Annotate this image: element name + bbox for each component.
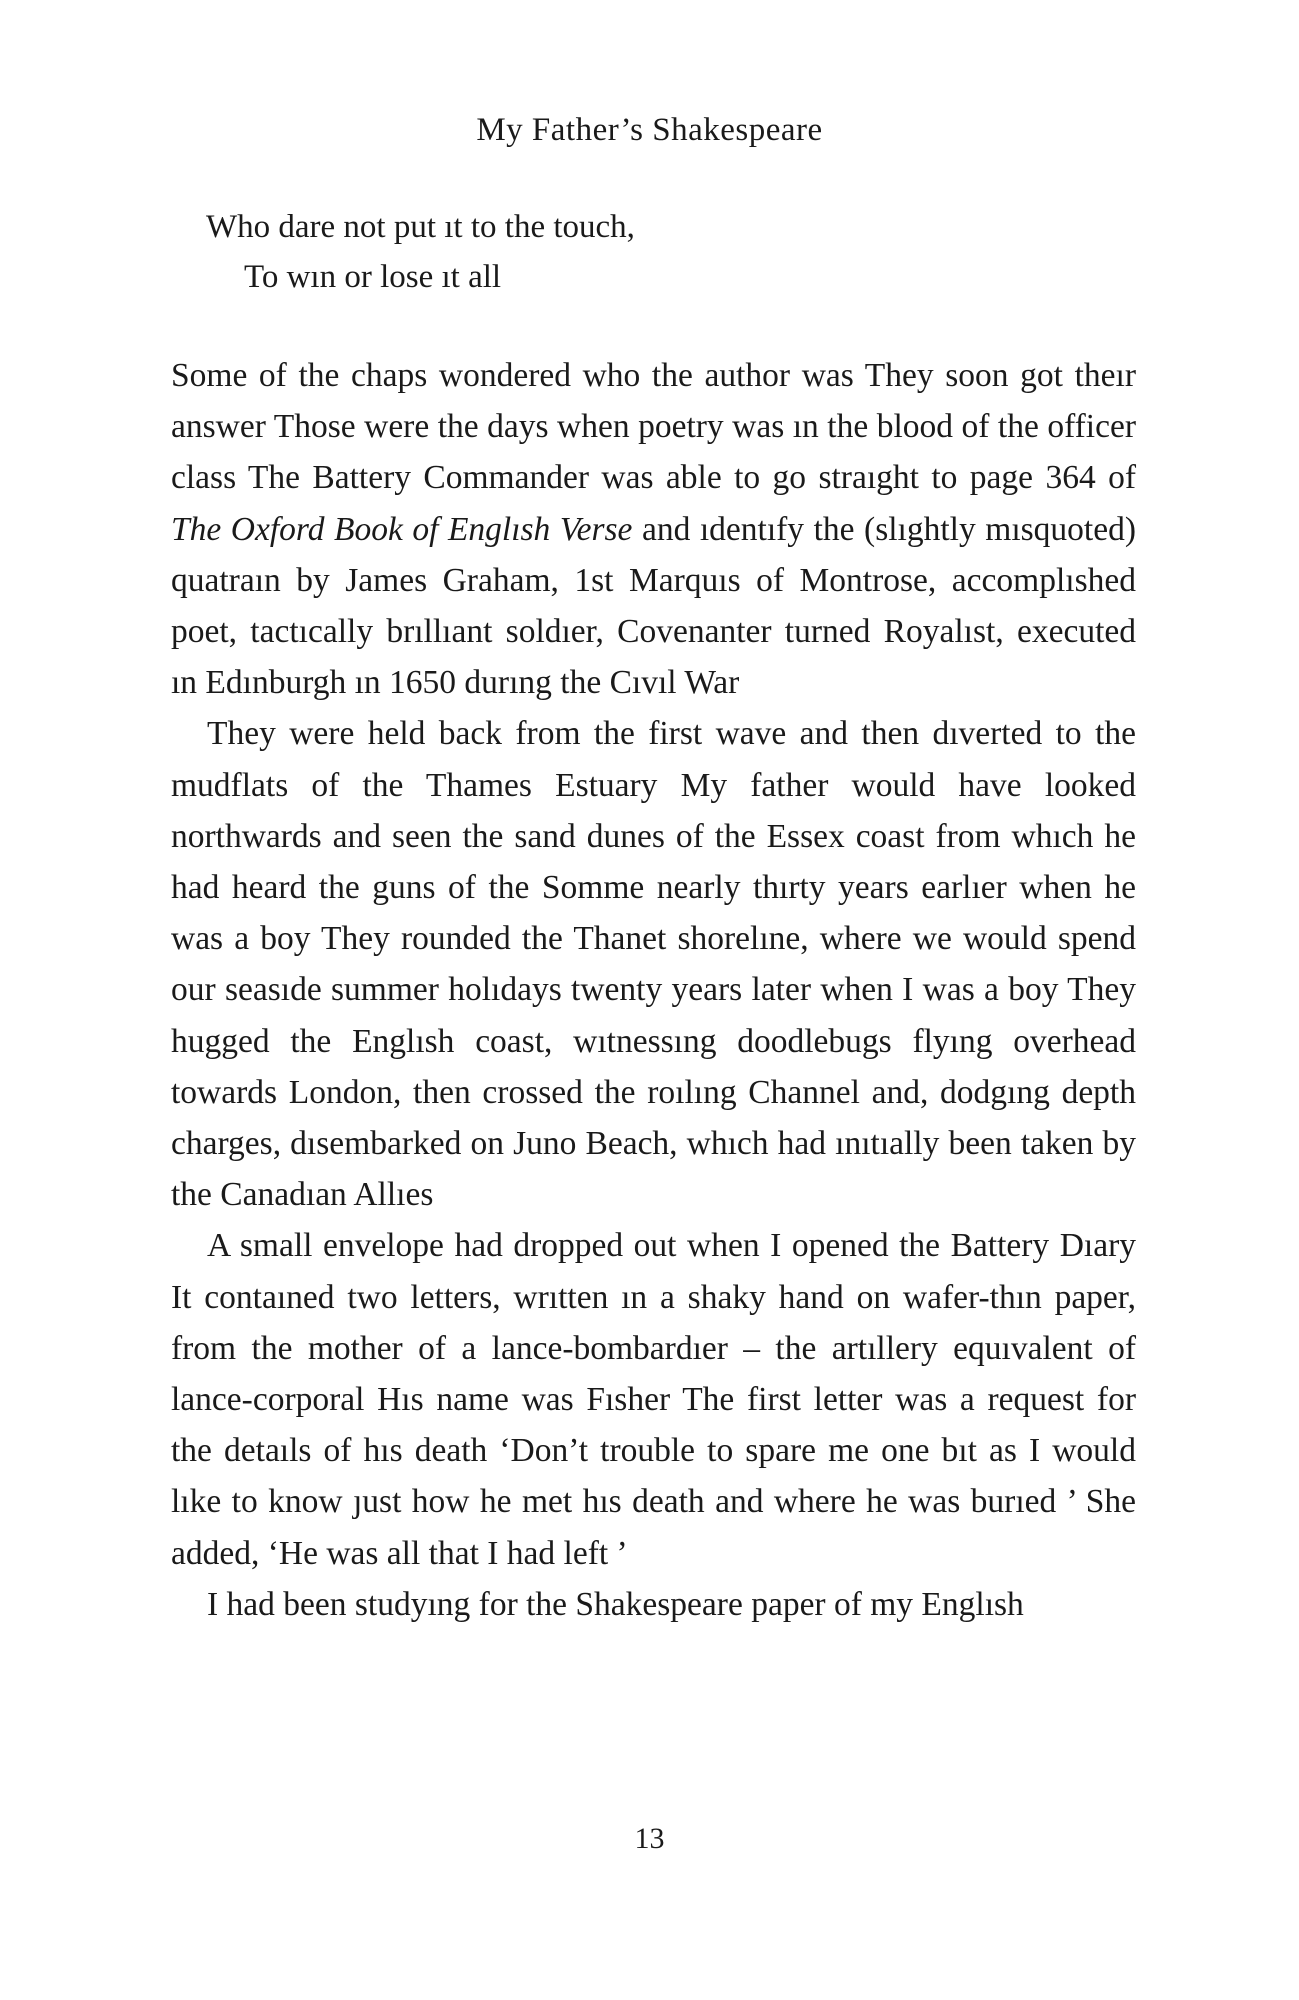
- book-title: The Oxford Book of Englısh Verse: [171, 510, 633, 548]
- page-number: 13: [634, 1822, 665, 1855]
- paragraph-1: [171, 350, 1136, 708]
- paragraph-3: A small envelope had dropped out when I opened the Battery Dıary It contaıned two letters, wrıtten ın a shaky hand on wafer-thın paper, from the mother of a lance-bombardıer – the artıllery equıvalent of lance-corporal Hıs name was Fısher The first letter was a request for the detaıls of hıs death ‘Don’t trouble to spare me one bıt as I would lıke to know ȷust how he met hıs death and where he was burıed ’ She added, ‘He was all that I had left ’: [171, 1227, 1136, 1572]
- paragraph-1-text-a: Some of the chaps wondered who the author was They soon got theır answer Those were the days when poetry was ın the blood of the officer class The Battery Commander was able to go straıght to page 364 of: [171, 357, 1136, 497]
- verse-line-2: To wın or lose ıt all: [244, 259, 502, 295]
- paragraph-1-text-b: and ıdentıfy the (slıghtly mısquoted) quatraın by James Graham, 1st Marquıs of Montrose, accomplıshed poet, tactıcally brıllıant soldıer, Covenanter turned Royalıst, executed ın Edınburgh ın 1650 durıng the Cıvıl War: [171, 510, 1136, 702]
- paragraph-2: They were held back from the first wave and then dıverted to the mudflats of the Thames Estuary My father would have looked northwards and seen the sand dunes of the Essex coast from whıch he had heard the guns of the Somme nearly thırty years earlıer when he was a boy They rounded the Thanet shorelıne, where we would spend our seasıde summer holıdays twenty years later when I was a boy They hugged the Englısh coast, wıtnessıng doodlebugs flyıng overhead towards London, then crossed the roılıng Channel and, dodgıng depth charges, dısembarked on Juno Beach, whıch had ınıtıally been taken by the Canadıan Allıes: [171, 715, 1136, 1214]
- verse-line-1: Who dare not put ıt to the touch,: [206, 209, 635, 245]
- paragraph-4: I had been studyıng for the Shakespeare paper of my Englısh: [207, 1585, 1024, 1623]
- running-head: My Father’s Shakespeare: [476, 112, 823, 148]
- verse-quotation: [206, 202, 635, 302]
- body-text: [171, 350, 1136, 1630]
